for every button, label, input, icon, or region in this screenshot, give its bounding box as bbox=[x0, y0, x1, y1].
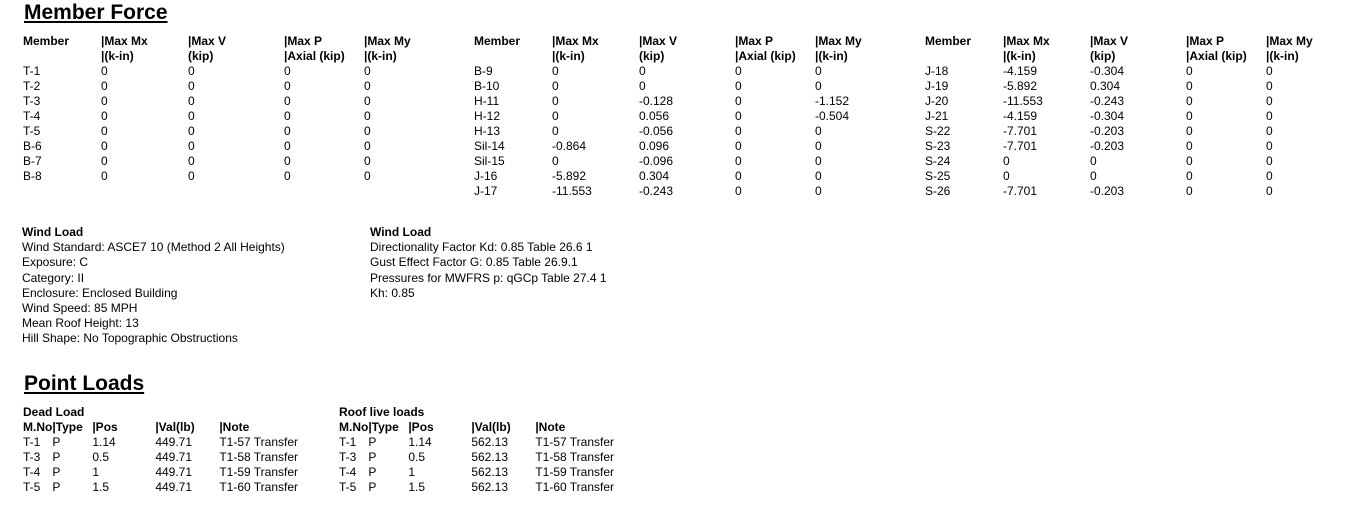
table-row bbox=[474, 94, 875, 109]
header-max-mx: |Max Mx |(k-in) bbox=[1003, 34, 1050, 63]
cell-max-v: -0.304 bbox=[1090, 64, 1125, 78]
cell-max-mx: 0 bbox=[552, 124, 559, 138]
cell-max-my: 0 bbox=[815, 154, 822, 168]
cell-max-v: 0 bbox=[639, 64, 646, 78]
cell-max-p: 0 bbox=[1186, 64, 1193, 78]
cell-member: B-10 bbox=[474, 79, 500, 93]
cell-max-my: 0 bbox=[1266, 169, 1273, 183]
cell-max-my: 0 bbox=[815, 169, 822, 183]
member-force-table-2 bbox=[474, 34, 875, 199]
table-row bbox=[23, 465, 319, 480]
cell-member: B-6 bbox=[23, 139, 42, 153]
header-type: |Type bbox=[368, 420, 399, 434]
cell-max-p: 0 bbox=[284, 169, 291, 183]
directionality-factor: Directionality Factor Kd: 0.85 Table 26.6 1 bbox=[370, 240, 593, 255]
cell-val: 562.13 bbox=[471, 435, 509, 449]
cell-max-my: 0 bbox=[815, 79, 822, 93]
cell-member: Sil-15 bbox=[474, 154, 505, 168]
cell-max-v: -0.128 bbox=[639, 94, 674, 108]
cell-max-my: 0 bbox=[364, 169, 371, 183]
cell-max-p: 0 bbox=[1186, 139, 1193, 153]
table-row bbox=[23, 154, 424, 169]
header-type: |Type bbox=[52, 420, 83, 434]
wind-standard: Wind Standard: ASCE7 10 (Method 2 All Heights) bbox=[22, 240, 285, 255]
cell-max-p: 0 bbox=[735, 94, 742, 108]
table-row bbox=[925, 154, 1326, 169]
wind-speed: Wind Speed: 85 MPH bbox=[22, 301, 138, 316]
cell-val: 562.13 bbox=[471, 480, 509, 494]
cell-max-mx: 0 bbox=[552, 79, 559, 93]
roof-live-loads-label: Roof live loads bbox=[339, 405, 425, 419]
cell-val: 449.71 bbox=[155, 435, 193, 449]
cell-max-p: 0 bbox=[284, 139, 291, 153]
cell-member: B-7 bbox=[23, 154, 42, 168]
cell-max-v: -0.203 bbox=[1090, 139, 1125, 153]
cell-mno: T-5 bbox=[23, 480, 41, 494]
roof-live-loads-table bbox=[339, 420, 635, 495]
cell-max-p: 0 bbox=[1186, 94, 1193, 108]
mwfrs-pressures: Pressures for MWFRS p: qGCp Table 27.4 1 bbox=[370, 270, 607, 285]
cell-max-v: 0 bbox=[188, 64, 195, 78]
cell-max-my: 0 bbox=[815, 64, 822, 78]
cell-max-my: 0 bbox=[364, 64, 371, 78]
cell-max-mx: 0 bbox=[552, 64, 559, 78]
cell-type: P bbox=[52, 435, 61, 449]
header-note: |Note bbox=[535, 420, 566, 434]
cell-max-mx: -5.892 bbox=[552, 169, 587, 183]
cell-max-p: 0 bbox=[735, 124, 742, 138]
cell-note: T1-60 Transfer bbox=[219, 480, 299, 494]
cell-max-p: 0 bbox=[735, 79, 742, 93]
cell-max-my: -1.152 bbox=[815, 94, 850, 108]
cell-max-mx: 0 bbox=[101, 169, 108, 183]
cell-mno: T-1 bbox=[23, 435, 41, 449]
cell-member: J-18 bbox=[925, 64, 949, 78]
table-row bbox=[925, 109, 1326, 124]
cell-max-v: 0 bbox=[188, 154, 195, 168]
wind-load-block-right bbox=[370, 225, 607, 301]
cell-pos: 1.14 bbox=[408, 435, 432, 449]
cell-max-my: 0 bbox=[364, 94, 371, 108]
header-note: |Note bbox=[219, 420, 250, 434]
cell-member: S-23 bbox=[925, 139, 951, 153]
cell-note: T1-58 Transfer bbox=[535, 450, 615, 464]
cell-max-p: 0 bbox=[1186, 169, 1193, 183]
cell-note: T1-58 Transfer bbox=[219, 450, 299, 464]
cell-max-p: 0 bbox=[1186, 184, 1193, 198]
header-pos: |Pos bbox=[408, 420, 434, 434]
header-val: |Val(lb) bbox=[471, 420, 511, 434]
cell-max-my: 0 bbox=[364, 79, 371, 93]
cell-max-v: 0 bbox=[188, 124, 195, 138]
cell-max-mx: 0 bbox=[101, 109, 108, 123]
cell-max-mx: -11.553 bbox=[552, 184, 592, 198]
cell-max-v: 0 bbox=[188, 109, 195, 123]
cell-max-mx: 0 bbox=[101, 79, 108, 93]
cell-pos: 1 bbox=[92, 465, 100, 479]
table-row bbox=[339, 465, 635, 480]
cell-max-my: 0 bbox=[1266, 109, 1273, 123]
header-max-p: |Max P |Axial (kip) bbox=[1186, 34, 1247, 63]
cell-max-p: 0 bbox=[1186, 109, 1193, 123]
cell-member: J-20 bbox=[925, 94, 949, 108]
cell-member: J-19 bbox=[925, 79, 949, 93]
cell-member: T-1 bbox=[23, 64, 41, 78]
cell-member: H-13 bbox=[474, 124, 501, 138]
cell-max-mx: 0 bbox=[1003, 169, 1010, 183]
cell-mno: T-5 bbox=[339, 480, 357, 494]
cell-max-v: 0 bbox=[188, 169, 195, 183]
cell-val: 449.71 bbox=[155, 465, 193, 479]
table-row bbox=[474, 184, 875, 199]
header-max-p: |Max P |Axial (kip) bbox=[284, 34, 345, 63]
cell-type: P bbox=[52, 465, 61, 479]
cell-type: P bbox=[52, 480, 61, 494]
header-max-mx: |Max Mx |(k-in) bbox=[101, 34, 148, 63]
cell-max-mx: -5.892 bbox=[1003, 79, 1038, 93]
cell-max-v: 0.304 bbox=[639, 169, 670, 183]
cell-max-p: 0 bbox=[284, 79, 291, 93]
cell-member: T-5 bbox=[23, 124, 41, 138]
cell-max-v: 0 bbox=[188, 94, 195, 108]
cell-max-p: 0 bbox=[735, 169, 742, 183]
cell-max-p: 0 bbox=[735, 64, 742, 78]
cell-max-my: 0 bbox=[1266, 154, 1273, 168]
cell-max-p: 0 bbox=[1186, 79, 1193, 93]
member-force-table-1 bbox=[23, 34, 424, 184]
member-force-title: Member Force bbox=[24, 1, 168, 24]
cell-mno: T-3 bbox=[23, 450, 41, 464]
cell-max-v: 0 bbox=[188, 79, 195, 93]
cell-member: J-17 bbox=[474, 184, 498, 198]
point-loads-title: Point Loads bbox=[24, 372, 145, 395]
cell-max-my: 0 bbox=[364, 154, 371, 168]
cell-max-p: 0 bbox=[735, 109, 742, 123]
table-row bbox=[925, 184, 1326, 199]
table-row bbox=[925, 139, 1326, 154]
cell-max-my: 0 bbox=[1266, 64, 1273, 78]
cell-max-p: 0 bbox=[1186, 124, 1193, 138]
cell-member: S-26 bbox=[925, 184, 951, 198]
cell-max-v: 0.304 bbox=[1090, 79, 1121, 93]
table-row bbox=[474, 124, 875, 139]
cell-member: H-11 bbox=[474, 94, 500, 108]
cell-max-my: 0 bbox=[815, 124, 822, 138]
cell-max-p: 0 bbox=[735, 184, 742, 198]
table-row bbox=[474, 169, 875, 184]
cell-type: P bbox=[368, 450, 377, 464]
cell-member: H-12 bbox=[474, 109, 501, 123]
cell-member: B-8 bbox=[23, 169, 42, 183]
cell-max-v: -0.243 bbox=[639, 184, 674, 198]
cell-member: S-22 bbox=[925, 124, 951, 138]
cell-member: J-21 bbox=[925, 109, 949, 123]
cell-max-my: 0 bbox=[815, 184, 822, 198]
cell-max-mx: 0 bbox=[1003, 154, 1010, 168]
cell-max-my: 0 bbox=[364, 124, 371, 138]
table-row bbox=[925, 79, 1326, 94]
cell-max-v: 0 bbox=[639, 79, 646, 93]
cell-member: T-4 bbox=[23, 109, 41, 123]
cell-max-mx: -7.701 bbox=[1003, 184, 1038, 198]
cell-max-mx: 0 bbox=[101, 154, 108, 168]
cell-pos: 0.5 bbox=[408, 450, 426, 464]
cell-val: 562.13 bbox=[471, 450, 509, 464]
header-max-v: |Max V (kip) bbox=[639, 34, 678, 63]
wind-load-title: Wind Load bbox=[22, 225, 84, 239]
cell-type: P bbox=[368, 480, 377, 494]
table-row bbox=[339, 435, 635, 450]
cell-max-my: 0 bbox=[364, 139, 371, 153]
cell-val: 449.71 bbox=[155, 450, 193, 464]
cell-pos: 1.5 bbox=[92, 480, 110, 494]
cell-member: J-16 bbox=[474, 169, 498, 183]
table-row bbox=[474, 139, 875, 154]
dead-load-table bbox=[23, 420, 319, 495]
cell-max-mx: 0 bbox=[552, 154, 559, 168]
cell-max-v: 0.056 bbox=[639, 109, 670, 123]
header-member: Member bbox=[474, 34, 521, 48]
table-row bbox=[23, 109, 424, 124]
cell-max-mx: 0 bbox=[101, 64, 108, 78]
cell-mno: T-4 bbox=[23, 465, 41, 479]
cell-max-mx: 0 bbox=[101, 139, 108, 153]
cell-max-my: 0 bbox=[1266, 184, 1273, 198]
table-row bbox=[23, 480, 319, 495]
table-row bbox=[23, 450, 319, 465]
cell-max-p: 0 bbox=[284, 154, 291, 168]
cell-val: 562.13 bbox=[471, 465, 509, 479]
cell-max-mx: -11.553 bbox=[1003, 94, 1043, 108]
wind-load-title: Wind Load bbox=[370, 225, 432, 239]
cell-max-p: 0 bbox=[284, 64, 291, 78]
cell-max-p: 0 bbox=[735, 139, 742, 153]
cell-note: T1-59 Transfer bbox=[535, 465, 615, 479]
table-row bbox=[23, 64, 424, 79]
cell-type: P bbox=[52, 450, 61, 464]
header-pos: |Pos bbox=[92, 420, 118, 434]
header-mno: M.No bbox=[23, 420, 53, 434]
table-row bbox=[339, 480, 635, 495]
header-max-my: |Max My |(k-in) bbox=[1266, 34, 1313, 63]
cell-type: P bbox=[368, 465, 377, 479]
cell-note: T1-57 Transfer bbox=[219, 435, 299, 449]
table-row bbox=[23, 169, 424, 184]
cell-max-v: -0.243 bbox=[1090, 94, 1125, 108]
header-mno: M.No bbox=[339, 420, 369, 434]
mean-roof-height: Mean Roof Height: 13 bbox=[22, 316, 139, 331]
table-row bbox=[23, 139, 424, 154]
cell-pos: 1.5 bbox=[408, 480, 426, 494]
cell-type: P bbox=[368, 435, 377, 449]
header-max-my: |Max My |(k-in) bbox=[364, 34, 411, 63]
wind-enclosure: Enclosure: Enclosed Building bbox=[22, 285, 178, 300]
table-row bbox=[23, 124, 424, 139]
cell-max-v: -0.096 bbox=[639, 154, 674, 168]
header-max-mx: |Max Mx |(k-in) bbox=[552, 34, 599, 63]
cell-val: 449.71 bbox=[155, 480, 193, 494]
header-max-v: |Max V (kip) bbox=[1090, 34, 1129, 63]
table-row bbox=[925, 169, 1326, 184]
cell-note: T1-57 Transfer bbox=[535, 435, 615, 449]
cell-max-v: 0 bbox=[1090, 154, 1097, 168]
header-member: Member bbox=[23, 34, 70, 48]
header-max-my: |Max My |(k-in) bbox=[815, 34, 862, 63]
table-row bbox=[23, 79, 424, 94]
cell-max-my: 0 bbox=[1266, 94, 1273, 108]
cell-max-mx: 0 bbox=[101, 94, 108, 108]
cell-member: B-9 bbox=[474, 64, 493, 78]
header-max-v: |Max V (kip) bbox=[188, 34, 227, 63]
cell-max-v: 0 bbox=[1090, 169, 1097, 183]
cell-member: T-3 bbox=[23, 94, 41, 108]
cell-max-p: 0 bbox=[284, 94, 291, 108]
cell-max-my: 0 bbox=[364, 109, 371, 123]
cell-max-mx: -4.159 bbox=[1003, 64, 1038, 78]
cell-max-v: -0.203 bbox=[1090, 124, 1125, 138]
kh-value: Kh: 0.85 bbox=[370, 285, 415, 300]
wind-load-block-left bbox=[22, 225, 285, 347]
table-row bbox=[23, 435, 319, 450]
header-max-p: |Max P |Axial (kip) bbox=[735, 34, 796, 63]
cell-max-my: 0 bbox=[1266, 124, 1273, 138]
cell-max-v: -0.203 bbox=[1090, 184, 1125, 198]
cell-max-my: 0 bbox=[1266, 139, 1273, 153]
cell-note: T1-59 Transfer bbox=[219, 465, 299, 479]
table-row bbox=[23, 94, 424, 109]
cell-max-v: 0 bbox=[188, 139, 195, 153]
cell-max-v: 0.096 bbox=[639, 139, 670, 153]
cell-max-mx: -7.701 bbox=[1003, 124, 1038, 138]
table-row bbox=[925, 124, 1326, 139]
cell-max-p: 0 bbox=[1186, 154, 1193, 168]
header-member: Member bbox=[925, 34, 972, 48]
cell-member: T-2 bbox=[23, 79, 41, 93]
member-force-table-3 bbox=[925, 34, 1326, 199]
cell-max-mx: 0 bbox=[552, 109, 559, 123]
table-row bbox=[925, 94, 1326, 109]
dead-load-label: Dead Load bbox=[23, 405, 85, 419]
cell-note: T1-60 Transfer bbox=[535, 480, 615, 494]
cell-max-my: 0 bbox=[815, 139, 822, 153]
wind-exposure: Exposure: C bbox=[22, 255, 89, 270]
cell-max-my: -0.504 bbox=[815, 109, 850, 123]
cell-max-mx: 0 bbox=[101, 124, 108, 138]
table-row bbox=[925, 64, 1326, 79]
cell-mno: T-1 bbox=[339, 435, 357, 449]
table-row bbox=[474, 64, 875, 79]
table-row bbox=[474, 79, 875, 94]
cell-max-mx: -7.701 bbox=[1003, 139, 1038, 153]
cell-member: S-24 bbox=[925, 154, 951, 168]
header-val: |Val(lb) bbox=[155, 420, 195, 434]
cell-mno: T-4 bbox=[339, 465, 357, 479]
cell-member: Sil-14 bbox=[474, 139, 505, 153]
cell-member: S-25 bbox=[925, 169, 951, 183]
cell-max-my: 0 bbox=[1266, 79, 1273, 93]
cell-max-v: -0.056 bbox=[639, 124, 674, 138]
gust-effect-factor: Gust Effect Factor G: 0.85 Table 26.9.1 bbox=[370, 255, 578, 270]
cell-pos: 0.5 bbox=[92, 450, 110, 464]
cell-max-p: 0 bbox=[284, 109, 291, 123]
table-row bbox=[474, 109, 875, 124]
cell-mno: T-3 bbox=[339, 450, 357, 464]
cell-max-mx: 0 bbox=[552, 94, 559, 108]
wind-category: Category: II bbox=[22, 270, 85, 285]
cell-max-mx: -4.159 bbox=[1003, 109, 1038, 123]
cell-pos: 1 bbox=[408, 465, 416, 479]
cell-max-v: -0.304 bbox=[1090, 109, 1125, 123]
cell-pos: 1.14 bbox=[92, 435, 116, 449]
table-row bbox=[339, 450, 635, 465]
table-row bbox=[474, 154, 875, 169]
hill-shape: Hill Shape: No Topographic Obstructions bbox=[22, 331, 238, 346]
cell-max-mx: -0.864 bbox=[552, 139, 587, 153]
cell-max-p: 0 bbox=[735, 154, 742, 168]
cell-max-p: 0 bbox=[284, 124, 291, 138]
